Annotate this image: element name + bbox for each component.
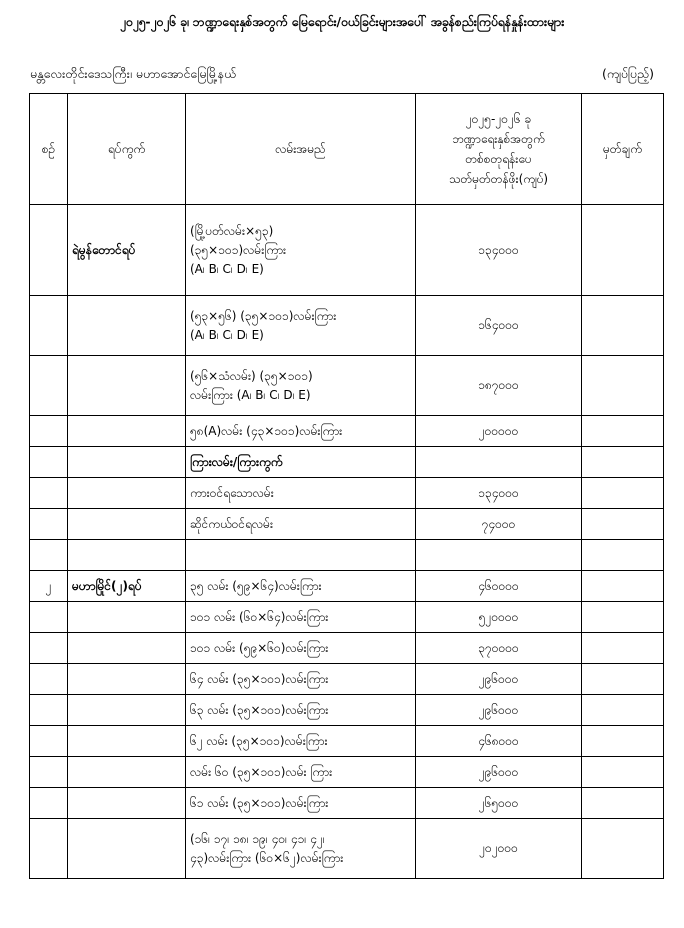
row-no — [30, 633, 68, 664]
row-ward — [68, 664, 186, 695]
row-no — [30, 726, 68, 757]
row-remark — [582, 726, 664, 757]
row-price: ၅၂၀၀၀၀ — [416, 602, 582, 633]
row-no — [30, 602, 68, 633]
row-remark — [582, 540, 664, 571]
unit-label: (ကျပ်ပြည့်) — [601, 66, 654, 81]
row-street: ၆၃ လမ်း (၃၅×၁၀၁)လမ်းကြား — [186, 695, 416, 726]
row-ward — [68, 540, 186, 571]
row-remark — [582, 509, 664, 540]
row-price: ၂၆၅၀၀၀ — [416, 788, 582, 819]
row-remark — [582, 788, 664, 819]
row-price: ၂၀၀၀၀၀ — [416, 416, 582, 447]
row-ward: ရဲမွန်တောင်ရပ် — [68, 205, 186, 296]
row-ward — [68, 633, 186, 664]
row-price: ၂၉၆၀၀၀ — [416, 664, 582, 695]
row-price: ၇၄၀၀၀ — [416, 509, 582, 540]
row-no — [30, 509, 68, 540]
table-row — [30, 633, 664, 664]
row-remark — [582, 205, 664, 296]
row-no — [30, 664, 68, 695]
region-label: မန္တလေးတိုင်းဒေသကြီး၊ မဟာအောင်မြေမြို့နယ် — [30, 66, 237, 81]
row-ward — [68, 695, 186, 726]
row-ward — [68, 356, 186, 416]
row-no — [30, 478, 68, 509]
row-ward — [68, 788, 186, 819]
row-no — [30, 788, 68, 819]
table-header-row — [30, 94, 664, 205]
street-line: (မြို့ပတ်လမ်း×၅၃) — [190, 223, 274, 238]
table-row — [30, 602, 664, 633]
table-row — [30, 478, 664, 509]
row-price: ၁၈၇၀၀၀ — [416, 356, 582, 416]
row-street: ကားဝင်ရသောလမ်း — [186, 478, 416, 509]
row-remark — [582, 602, 664, 633]
row-ward — [68, 726, 186, 757]
row-remark — [582, 447, 664, 478]
header-no: စဉ် — [30, 94, 68, 205]
row-remark — [582, 478, 664, 509]
row-price: ၂၉၆၀၀၀ — [416, 757, 582, 788]
row-remark — [582, 757, 664, 788]
row-no — [30, 757, 68, 788]
table-row — [30, 356, 664, 416]
street-line: (၃၅×၁၀၁)လမ်းကြား — [190, 242, 287, 257]
row-no — [30, 447, 68, 478]
table-row — [30, 296, 664, 356]
row-street: ၁၀၁ လမ်း (၅၉×၆၀)လမ်းကြား — [186, 633, 416, 664]
row-street: ၅၈(A)လမ်း (၄၃×၁၀၁)လမ်းကြား — [186, 416, 416, 447]
table-row — [30, 695, 664, 726]
street-line: ၄၃)လမ်းကြား (၆၀×၆၂)လမ်းကြား — [190, 850, 344, 865]
header-value-line: တစ်စတုရန်းပေ — [465, 152, 532, 166]
street-line: (A၊ B၊ C၊ D၊ E) — [190, 261, 264, 276]
row-price: ၁၃၄၀၀၀ — [416, 205, 582, 296]
table-row — [30, 757, 664, 788]
row-street: ၆၂ လမ်း (၃၅×၁၀၁)လမ်းကြား — [186, 726, 416, 757]
row-remark — [582, 633, 664, 664]
header-remark: မှတ်ချက် — [582, 94, 664, 205]
table-row — [30, 205, 664, 296]
row-no — [30, 695, 68, 726]
row-street — [186, 356, 416, 416]
table-row — [30, 571, 664, 602]
header-ward: ရပ်ကွက် — [68, 94, 186, 205]
row-price: ၄၆၈၀၀၀ — [416, 726, 582, 757]
row-ward — [68, 757, 186, 788]
table-row — [30, 509, 664, 540]
street-line: လမ်းကြား (A၊ B၊ C၊ D၊ E) — [190, 387, 311, 402]
row-street: ကြားလမ်း/ကြားကွက် — [186, 447, 416, 478]
row-ward — [68, 819, 186, 879]
row-street — [186, 819, 416, 879]
row-street — [186, 540, 416, 571]
table-row — [30, 819, 664, 879]
row-ward: မဟာမြိုင်(၂)ရပ် — [68, 571, 186, 602]
street-line: (A၊ B၊ C၊ D၊ E) — [190, 327, 264, 342]
row-street: ၁၀၁ လမ်း (၆၀×၆၄)လမ်းကြား — [186, 602, 416, 633]
row-remark — [582, 296, 664, 356]
header-value — [416, 94, 582, 205]
row-remark — [582, 819, 664, 879]
table-row — [30, 664, 664, 695]
row-price: ၁၃၄၀၀၀ — [416, 478, 582, 509]
row-no — [30, 205, 68, 296]
row-ward — [68, 478, 186, 509]
row-remark — [582, 416, 664, 447]
row-ward — [68, 602, 186, 633]
header-value-line: သတ်မှတ်တန်ဖိုး(ကျပ်) — [448, 172, 549, 186]
page-title: ၂၀၂၅-၂၀၂၆ ခု၊ ဘဏ္ဍာရေးနှစ်အတွက် မြေရောင်း/ဝယ်ခြင်းများအပေါ် အခွန်စည်းကြပ်ရန်နှုန်းထားများ — [119, 14, 565, 29]
row-no — [30, 296, 68, 356]
row-remark — [582, 571, 664, 602]
row-ward — [68, 416, 186, 447]
header-value-line: ၂၀၂၅-၂၀၂၆ ခု — [465, 112, 532, 126]
row-price — [416, 540, 582, 571]
street-line: (၅၃×၅၆) (၃၅×၁၀၁)လမ်းကြား — [190, 308, 337, 323]
row-remark — [582, 356, 664, 416]
street-line: (၅၆×သံလမ်း) (၃၅×၁၀၁) — [190, 368, 313, 383]
row-price: ၁၆၄၀၀၀ — [416, 296, 582, 356]
row-ward — [68, 447, 186, 478]
row-street: ဆိုင်ကယ်ဝင်ရလမ်း — [186, 509, 416, 540]
street-line: (၁၆၊ ၁၇၊ ၁၈၊ ၁၉၊ ၄၀၊ ၄၁၊ ၄၂၊ — [190, 831, 325, 846]
header-street: လမ်းအမည် — [186, 94, 416, 205]
row-street: ၃၅ လမ်း (၅၉×၆၄)လမ်းကြား — [186, 571, 416, 602]
row-price: ၂၉၆၀၀၀ — [416, 695, 582, 726]
table-row — [30, 416, 664, 447]
row-no: ၂ — [30, 571, 68, 602]
row-price: ၃၇၀၀၀၀ — [416, 633, 582, 664]
row-price: ၄၆၀၀၀၀ — [416, 571, 582, 602]
row-no — [30, 819, 68, 879]
row-street — [186, 205, 416, 296]
row-ward — [68, 296, 186, 356]
row-ward — [68, 509, 186, 540]
table-row — [30, 726, 664, 757]
row-street: ၆၁ လမ်း (၃၅×၁၀၁)လမ်းကြား — [186, 788, 416, 819]
row-street — [186, 296, 416, 356]
row-street: လမ်း ၆၀ (၃၅×၁၀၁)လမ်း ကြား — [186, 757, 416, 788]
row-street: ၆၄ လမ်း (၃၅×၁၀၁)လမ်းကြား — [186, 664, 416, 695]
header-value-line: ဘဏ္ဍာရေးနှစ်အတွက် — [452, 132, 545, 146]
table-row — [30, 540, 664, 571]
row-no — [30, 416, 68, 447]
table-row — [30, 447, 664, 478]
row-remark — [582, 664, 664, 695]
table-row — [30, 788, 664, 819]
rate-table — [29, 93, 664, 879]
row-price — [416, 447, 582, 478]
row-remark — [582, 695, 664, 726]
row-price: ၂၀၂၀၀၀ — [416, 819, 582, 879]
row-no — [30, 356, 68, 416]
row-no — [30, 540, 68, 571]
